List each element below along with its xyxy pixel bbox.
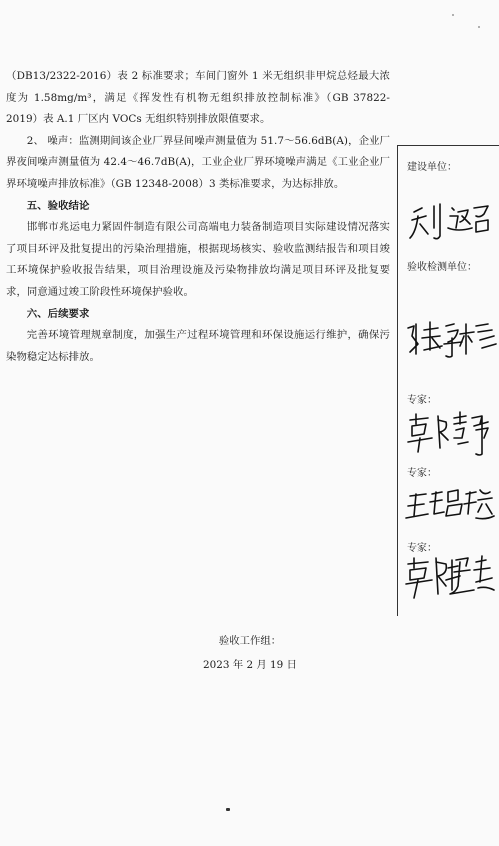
page-mark xyxy=(226,808,230,811)
scan-speck xyxy=(452,14,454,16)
heading-follow-up: 六、后续要求 xyxy=(26,307,90,320)
paragraph-conclusion: 邯郸市兆运电力紧固件制造有限公司高端电力装备制造项目实际建设情况落实了项目环评及批复提出的污染治理措施，根据现场核实、验收监测结报告和项目竣工环境保护验收报告结果，项目治理设施及污染物排放均满足项目环评及批复要求，同意通过竣工阶段性环境保护验收。 xyxy=(6,221,390,298)
expert3-signature xyxy=(402,552,498,600)
expert2-label: 专家： xyxy=(407,468,437,479)
signature-panel xyxy=(397,145,499,616)
paragraph-noise: 2、 噪声：监测期间该企业厂界昼间噪声测量值为 51.7～56.6dB(A)，企业厂界夜间噪声测量值为 42.4～46.7dB(A)，工业企业厂界环境噪声满足《工业企业厂界环境噪声排放标准》（GB 12348-2008）3 类标准要求，为达标排放。 xyxy=(6,134,390,190)
paragraph-waste-gas: （DB13/2322-2016）表 2 标准要求；车间门窗外 1 米无组织非甲烷总烃最大浓度为 1.58mg/m³，满足《挥发性有机物无组织排放控制标准》（GB 37822-2019）表 A.1 厂区内 VOCs 无组织特别排放限值要求。 xyxy=(6,70,390,126)
monitor-label: 验收检测单位： xyxy=(407,262,477,273)
monitor-signature xyxy=(402,314,498,362)
expert2-signature xyxy=(402,480,498,528)
scan-speck xyxy=(478,26,480,28)
expert3-label: 专家： xyxy=(407,543,437,554)
paragraph-follow-up: 完善环境管理规章制度，加强生产过程环境管理和环保设施运行维护，确保污染物稳定达标排放。 xyxy=(6,329,390,363)
document-date: 2023 年 2 月 19 日 xyxy=(203,659,297,671)
expert1-label: 专家： xyxy=(407,395,437,406)
builder-signature xyxy=(402,198,498,246)
expert1-signature xyxy=(402,408,498,456)
body-text xyxy=(6,66,390,368)
builder-label: 建设单位： xyxy=(407,162,457,173)
acceptance-group: 验收工作组： xyxy=(218,635,282,647)
heading-conclusion: 五、验收结论 xyxy=(26,199,90,212)
